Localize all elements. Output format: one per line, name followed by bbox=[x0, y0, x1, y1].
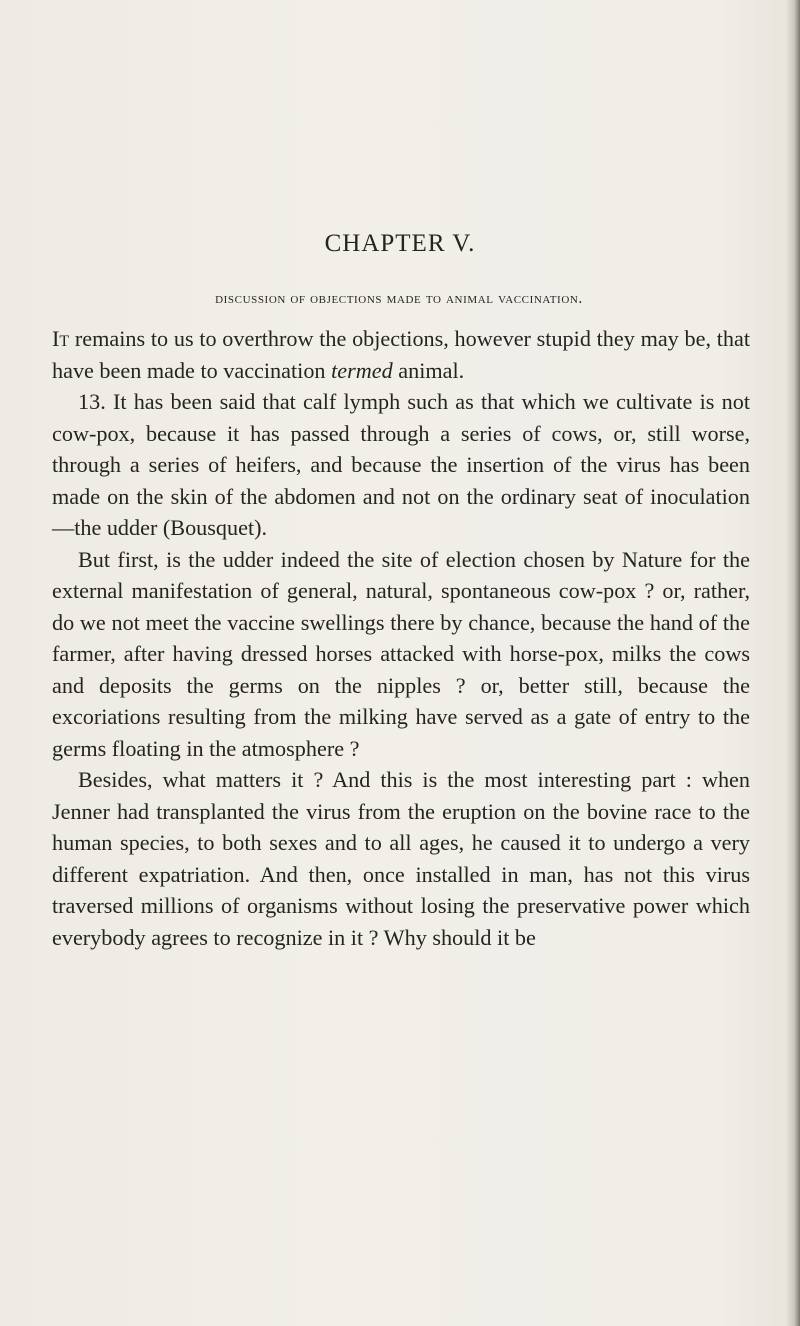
chapter-title: CHAPTER V. bbox=[324, 230, 476, 257]
paragraph-1-text-after: animal. bbox=[392, 357, 465, 383]
page-edge-shadow bbox=[786, 0, 800, 1326]
italic-word: termed bbox=[331, 357, 393, 383]
body-text bbox=[52, 323, 750, 953]
paragraph-1-text-before: remains to us to overthrow the objections, however stupid they may be, that have been made to vaccination bbox=[52, 326, 750, 383]
paragraph-1 bbox=[52, 323, 750, 386]
lead-word: It bbox=[52, 326, 70, 351]
paragraph-2: 13. It has been said that calf lymph such as that which we cultivate is not cow-pox, because it has passed through a series of cows, or, still worse, through a series of heifers, and because the insertion of the virus has been made on the skin of the abdomen and not on the ordinary seat of inoculation—the udder (Bousquet). bbox=[52, 389, 750, 540]
section-heading: discussion of objections made to animal vaccination. bbox=[215, 290, 583, 307]
paragraph-4: Besides, what matters it ? And this is the most interesting part : when Jenner had transplanted the virus from the eruption on the bovine race to the human species, to both sexes and to all ages, he caused it to undergo a very different expatriation. And then, once installed in man, has not this virus traversed millions of organisms without losing the preservative power which everybody agrees to recognize in it ? Why should it be bbox=[52, 767, 750, 950]
paragraph-3: But first, is the udder indeed the site of election chosen by Nature for the external manifestation of general, natural, spontaneous cow-pox ? or, rather, do we not meet the vaccine swellings there by chance, because the hand of the farmer, after having dressed horses attacked with horse-pox, milks the cows and deposits the germs on the nipples ? or, better still, because the excoriations resulting from the milking have served as a gate of entry to the germs floating in the atmosphere ? bbox=[52, 546, 750, 761]
